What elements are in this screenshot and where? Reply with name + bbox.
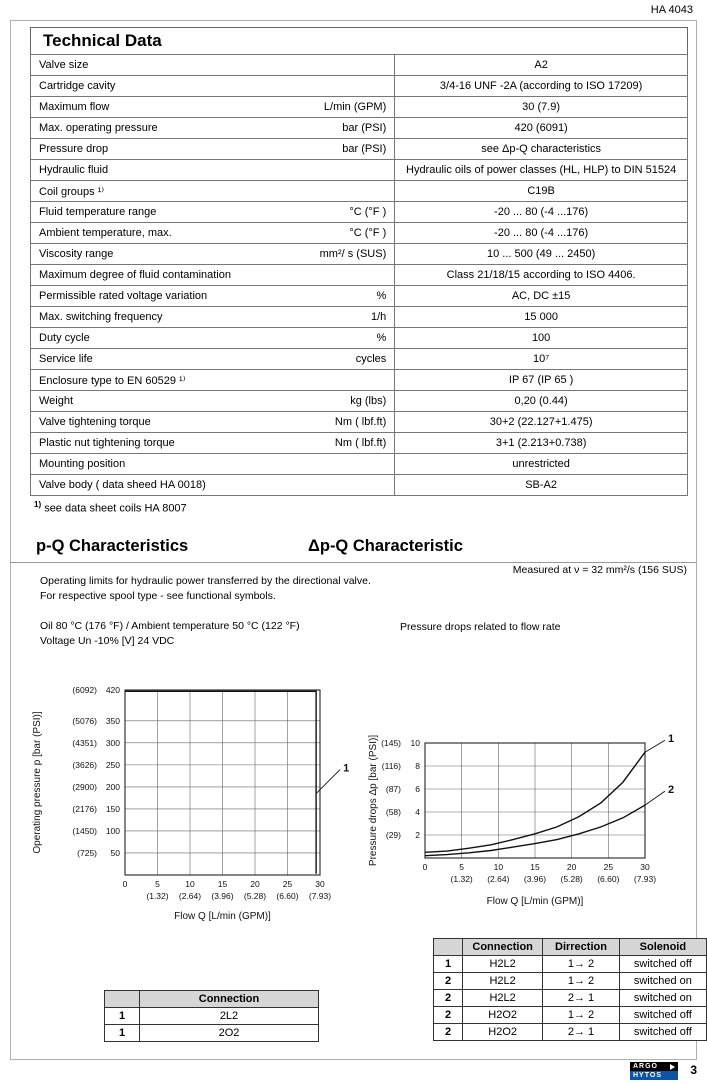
tech-row (31, 370, 688, 391)
param-name: Weight (39, 395, 74, 407)
svg-text:(87): (87) (385, 784, 401, 794)
svg-text:20: 20 (250, 879, 260, 889)
connection-table (104, 990, 319, 1042)
measured-at-note: Measured at ν = 32 mm²/s (156 SUS) (512, 564, 687, 576)
param-unit: L/min (GPM) (323, 101, 387, 113)
connection-code: H2L2 (463, 973, 543, 990)
svg-text:(58): (58) (385, 807, 401, 817)
solenoid-table-header-solenoid: Solenoid (619, 939, 706, 956)
solenoid-table (433, 938, 707, 1041)
svg-text:20: 20 (566, 862, 577, 872)
svg-text:(5.28): (5.28) (560, 874, 583, 884)
curve-number: 2 (434, 1024, 463, 1041)
param-value: see Δp-Q characteristics (395, 139, 688, 160)
param-unit: bar (PSI) (342, 122, 387, 134)
curve-number: 1 (105, 1008, 140, 1025)
param-name: Valve size (39, 59, 89, 71)
pq-characteristics-heading: p-Q Characteristics (36, 537, 189, 555)
svg-text:Flow Q [L/min (GPM)]: Flow Q [L/min (GPM)] (174, 911, 271, 922)
param-unit: Nm ( lbf.ft) (334, 437, 387, 449)
svg-text:2: 2 (415, 830, 420, 840)
param-value: 10⁷ (395, 349, 688, 370)
tech-row (31, 118, 688, 139)
curve-number: 1 (105, 1025, 140, 1042)
param-name: Max. operating pressure (39, 122, 158, 134)
page-number: 3 (690, 1063, 697, 1077)
solenoid-state: switched on (619, 973, 706, 990)
table-header-row (434, 939, 707, 956)
param-unit: mm²/ s (SUS) (319, 248, 387, 260)
footnote-marker: 1) (34, 500, 42, 509)
tech-row (31, 55, 688, 76)
tech-row (31, 433, 688, 454)
svg-text:420: 420 (105, 685, 120, 695)
tech-row (31, 97, 688, 118)
connection-code: H2O2 (463, 1007, 543, 1024)
svg-text:Flow Q [L/min (GPM)]: Flow Q [L/min (GPM)] (486, 896, 584, 907)
svg-text:(3.96): (3.96) (523, 874, 547, 884)
param-name: Duty cycle (39, 332, 90, 344)
dpq-description: Pressure drops related to flow rate (400, 621, 561, 633)
svg-text:(6092): (6092) (72, 685, 97, 695)
svg-text:30: 30 (640, 862, 650, 872)
svg-text:(1.32): (1.32) (146, 891, 169, 901)
svg-text:(4351): (4351) (72, 737, 97, 748)
technical-data-heading (30, 27, 688, 55)
logo-argo-text: ARGO (633, 1063, 658, 1070)
param-name: Valve body ( data sheed HA 0018) (39, 479, 206, 491)
param-value: A2 (395, 55, 688, 76)
param-name: Maximum degree of fluid contamination (39, 269, 231, 281)
param-value: Hydraulic oils of power classes (HL, HLP) to DIN 51524 (395, 160, 688, 181)
pq-chart (26, 668, 356, 923)
param-name: Ambient temperature, max. (39, 227, 172, 239)
param-name: Coil groups ¹⁾ (39, 185, 105, 198)
svg-text:(6.60): (6.60) (597, 874, 620, 884)
logo-hytos-text: HYTOS (630, 1071, 678, 1080)
tech-row (31, 202, 688, 223)
table-row (434, 1024, 707, 1041)
flow-direction: 2→ 1 (543, 990, 620, 1007)
param-unit: % (376, 332, 387, 344)
svg-text:25: 25 (603, 862, 614, 872)
param-name: Mounting position (39, 458, 126, 470)
param-value: SB-A2 (395, 475, 688, 496)
flow-direction: 1→ 2 (543, 1007, 620, 1024)
svg-text:6: 6 (415, 784, 420, 794)
curve-number: 1 (434, 956, 463, 973)
dpq-characteristic-heading: Δp-Q Characteristic (308, 537, 463, 555)
curve-number: 2 (434, 990, 463, 1007)
tech-row (31, 181, 688, 202)
pq-description-line2: For respective spool type - see functional symbols. (40, 590, 276, 602)
svg-text:(2.64): (2.64) (487, 874, 510, 884)
param-value: 30 (7.9) (395, 97, 688, 118)
footnote (34, 500, 187, 515)
pq-conditions (40, 619, 300, 649)
param-value: 420 (6091) (395, 118, 688, 139)
technical-data-table (30, 54, 688, 496)
solenoid-state: switched off (619, 956, 706, 973)
svg-text:50: 50 (110, 847, 120, 858)
curve-number: 2 (434, 1007, 463, 1024)
param-name: Viscosity range (39, 248, 114, 260)
tech-row (31, 244, 688, 265)
param-name: Permissible rated voltage variation (39, 290, 208, 302)
doc-code: HA 4043 (650, 4, 693, 16)
param-unit: cycles (355, 353, 387, 365)
svg-text:0: 0 (422, 862, 428, 872)
param-value: 15 000 (395, 307, 688, 328)
solenoid-table-header-connection: Connection (463, 939, 543, 956)
svg-text:Pressure drops Δp [bar (PSI)]: Pressure drops Δp [bar (PSI)] (368, 734, 379, 867)
svg-text:150: 150 (105, 803, 120, 814)
svg-text:1: 1 (668, 733, 675, 746)
tech-row (31, 454, 688, 475)
svg-text:(1450): (1450) (72, 825, 97, 836)
param-unit: 1/h (370, 311, 387, 323)
param-value: 3+1 (2.213+0.738) (395, 433, 688, 454)
param-name: Maximum flow (39, 101, 110, 113)
spool-code: 2L2 (140, 1008, 319, 1025)
table-row (434, 956, 707, 973)
svg-text:350: 350 (105, 715, 120, 726)
svg-text:8: 8 (415, 761, 420, 771)
table-row (434, 990, 707, 1007)
connection-table-corner (105, 991, 140, 1008)
tech-row (31, 286, 688, 307)
svg-text:(725): (725) (77, 847, 97, 858)
pq-description-line1: Operating limits for hydraulic power transferred by the directional valve. (40, 575, 371, 587)
svg-text:(7.93): (7.93) (633, 874, 657, 884)
tech-row (31, 265, 688, 286)
flow-direction: 1→ 2 (543, 973, 620, 990)
svg-text:2: 2 (668, 784, 675, 797)
tech-row (31, 139, 688, 160)
param-name: Valve tightening torque (39, 416, 151, 428)
svg-text:5: 5 (155, 879, 160, 889)
tech-row (31, 475, 688, 496)
svg-text:1: 1 (343, 762, 350, 775)
connection-code: H2L2 (463, 990, 543, 1007)
svg-text:15: 15 (217, 879, 228, 889)
param-name: Max. switching frequency (39, 311, 163, 323)
solenoid-state: switched off (619, 1007, 706, 1024)
svg-text:100: 100 (105, 825, 120, 836)
svg-text:(145): (145) (381, 738, 401, 748)
table-header-row (105, 991, 319, 1008)
table-row (105, 1025, 319, 1042)
param-unit: bar (PSI) (342, 143, 387, 155)
tech-row (31, 307, 688, 328)
param-value: Class 21/18/15 according to ISO 4406. (395, 265, 688, 286)
svg-text:(29): (29) (385, 830, 401, 840)
svg-text:10: 10 (185, 879, 195, 889)
param-value: -20 ... 80 (-4 ...176) (395, 223, 688, 244)
logo-argo-bar (630, 1062, 678, 1071)
spool-code: 2O2 (140, 1025, 319, 1042)
svg-text:(2900): (2900) (72, 781, 97, 792)
svg-text:(3.96): (3.96) (211, 891, 234, 901)
svg-text:(5076): (5076) (72, 715, 97, 726)
table-row (105, 1008, 319, 1025)
param-value: IP 67 (IP 65 ) (395, 370, 688, 391)
param-value: AC, DC ±15 (395, 286, 688, 307)
solenoid-state: switched on (619, 990, 706, 1007)
svg-text:4: 4 (415, 807, 420, 817)
svg-text:(2.64): (2.64) (178, 891, 202, 901)
solenoid-table-header-direction: Dirrection (543, 939, 620, 956)
param-name: Fluid temperature range (39, 206, 157, 218)
solenoid-table-corner (434, 939, 463, 956)
param-name: Plastic nut tightening torque (39, 437, 175, 449)
technical-data-title: Technical Data (43, 31, 162, 50)
param-value: 30+2 (22.127+1.475) (395, 412, 688, 433)
param-unit: Nm ( lbf.ft) (334, 416, 387, 428)
svg-text:(6.60): (6.60) (276, 891, 299, 901)
pq-description (40, 574, 371, 604)
solenoid-state: switched off (619, 1024, 706, 1041)
table-row (434, 973, 707, 990)
param-unit: kg (lbs) (350, 395, 387, 407)
connection-table-header: Connection (140, 991, 319, 1008)
tech-row (31, 76, 688, 97)
param-unit: °C (°F ) (349, 206, 387, 218)
param-name: Hydraulic fluid (39, 164, 109, 176)
heading-divider (10, 562, 696, 563)
flow-direction: 1→ 2 (543, 956, 620, 973)
param-value: 100 (395, 328, 688, 349)
svg-text:(2176): (2176) (72, 803, 97, 814)
svg-text:10: 10 (410, 738, 420, 748)
param-name: Service life (39, 353, 93, 365)
svg-text:250: 250 (105, 759, 120, 770)
connection-code: H2O2 (463, 1024, 543, 1041)
connection-code: H2L2 (463, 956, 543, 973)
param-value: -20 ... 80 (-4 ...176) (395, 202, 688, 223)
tech-row (31, 160, 688, 181)
param-value: 10 ... 500 (49 ... 2450) (395, 244, 688, 265)
svg-text:(1.32): (1.32) (450, 874, 473, 884)
svg-text:(3626): (3626) (72, 759, 97, 770)
svg-text:300: 300 (105, 737, 120, 748)
curve-number: 2 (434, 973, 463, 990)
tech-row (31, 391, 688, 412)
tech-row (31, 349, 688, 370)
svg-text:30: 30 (315, 879, 325, 889)
param-name: Cartridge cavity (39, 80, 116, 92)
flow-direction: 2→ 1 (543, 1024, 620, 1041)
svg-text:Operating pressure p [bar (PSI: Operating pressure p [bar (PSI)] (32, 711, 43, 854)
footnote-text: see data sheet coils HA 8007 (44, 502, 187, 515)
dpq-chart (352, 690, 702, 912)
argo-hytos-logo (630, 1062, 678, 1080)
table-row (434, 1007, 707, 1024)
param-value: C19B (395, 181, 688, 202)
svg-text:(7.93): (7.93) (308, 891, 332, 901)
tech-row (31, 328, 688, 349)
param-unit: °C (°F ) (349, 227, 387, 239)
svg-text:15: 15 (530, 862, 540, 872)
pq-condition-line1: Oil 80 °C (176 °F) / Ambient temperature 50 °C (122 °F) (40, 620, 300, 632)
param-name: Pressure drop (39, 143, 109, 155)
param-unit: % (376, 290, 387, 302)
logo-arrow-icon (670, 1064, 675, 1070)
param-value: 0,20 (0.44) (395, 391, 688, 412)
svg-text:200: 200 (105, 781, 120, 792)
tech-row (31, 223, 688, 244)
param-value: 3/4-16 UNF -2A (according to ISO 17209) (395, 76, 688, 97)
param-value: unrestricted (395, 454, 688, 475)
svg-text:10: 10 (493, 862, 504, 872)
svg-text:(116): (116) (381, 761, 401, 771)
svg-text:0: 0 (122, 879, 128, 889)
svg-text:25: 25 (282, 879, 293, 889)
svg-text:(5.28): (5.28) (243, 891, 267, 901)
param-name: Enclosure type to EN 60529 ¹⁾ (39, 374, 186, 387)
tech-row (31, 412, 688, 433)
svg-text:5: 5 (459, 862, 465, 872)
pq-condition-line2: Voltage Un -10% [V] 24 VDC (40, 635, 175, 647)
